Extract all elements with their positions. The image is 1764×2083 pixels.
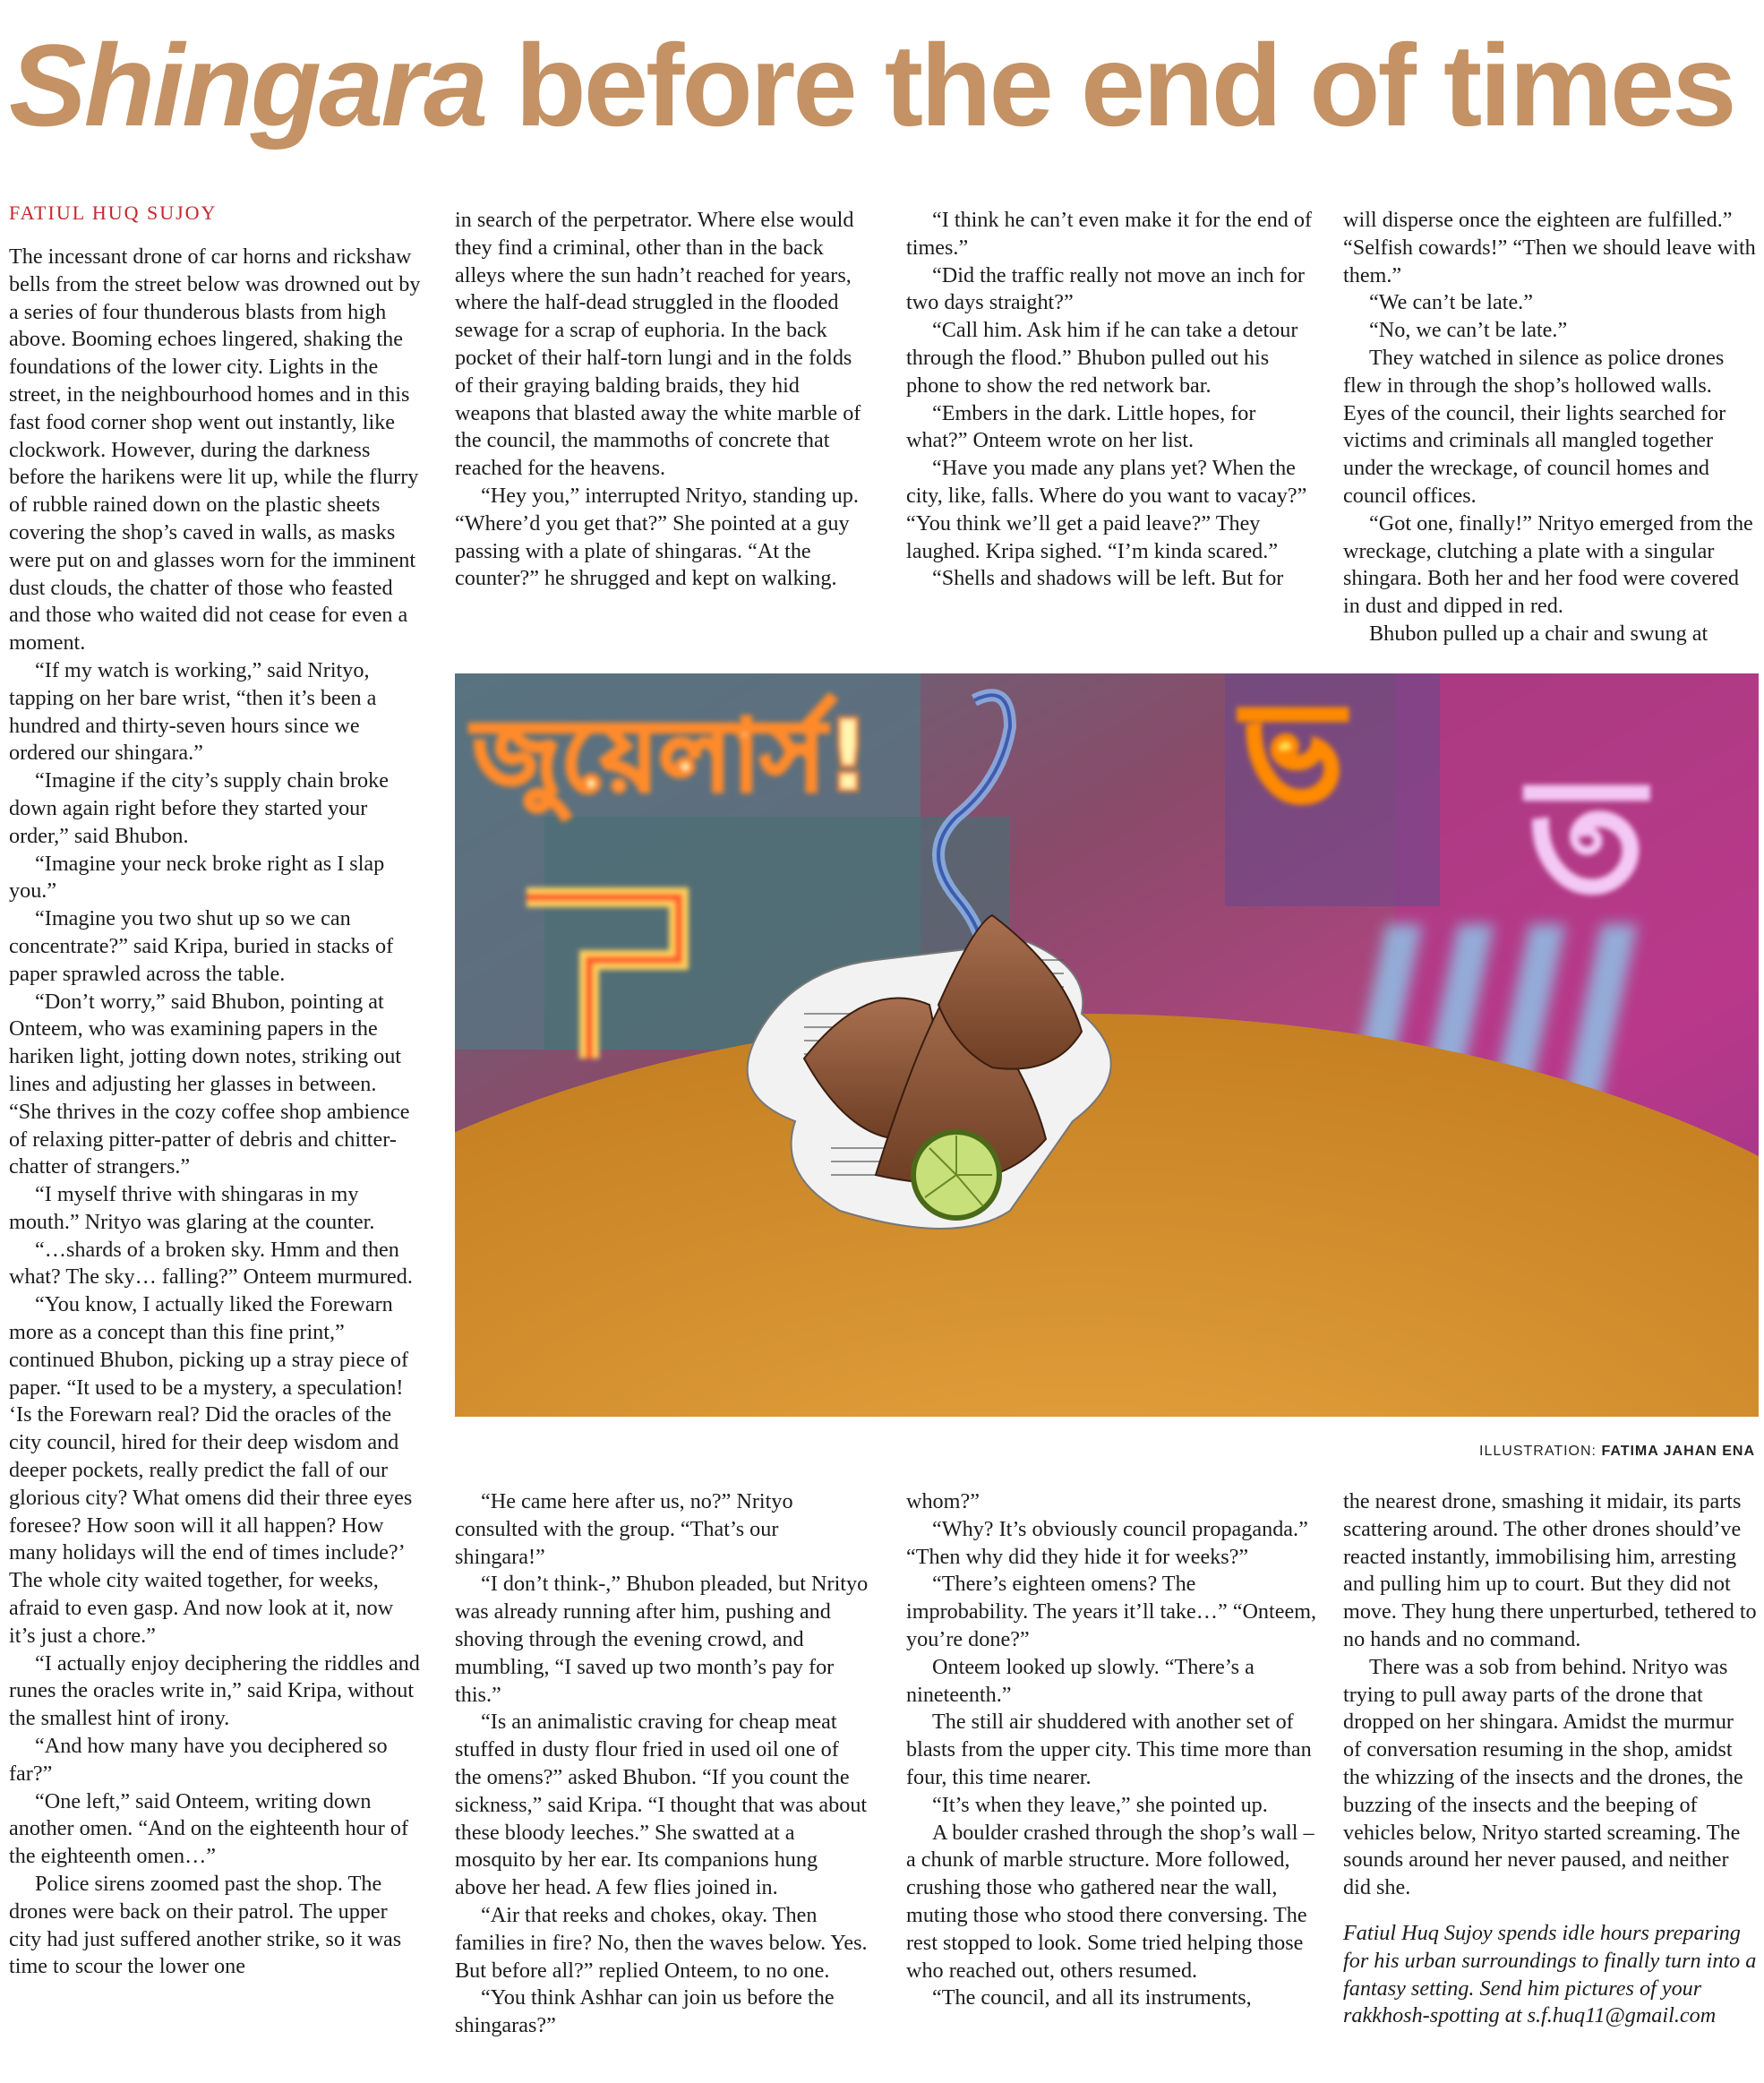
paragraph: Onteem looked up slowly. “There’s a nineteenth.” — [906, 1654, 1254, 1707]
headline-italic: Shingara — [9, 20, 486, 150]
credit-name: FATIMA JAHAN ENA — [1601, 1444, 1755, 1459]
paragraph: “Why? It’s obviously council propaganda.” “Then why did they hide it for weeks?” — [906, 1516, 1308, 1569]
paragraph: “It’s when they leave,” she pointed up. — [932, 1792, 1268, 1817]
paragraph: “You think Ashhar can join us before the shingaras?” — [455, 1985, 835, 2038]
article-column-4-bottom — [1343, 1488, 1757, 2030]
paragraph: Bhubon pulled up a chair and swung at — [1369, 621, 1708, 646]
neon-sign-bengali: জুয়েলার্স! — [473, 699, 871, 813]
byline: FATIUL HUQ SUJOY — [9, 201, 218, 224]
paragraph: the nearest drone, smashing it midair, its parts scattering around. The other drones should’ve reacted instantly, immobilising him, arresting and pulling him up to court. But they did not move. They hung there unperturbed, tethered to no hands and no command. — [1343, 1489, 1757, 1651]
paragraph: “Call him. Ask him if he can take a detour through the flood.” Bhubon pulled out his phone to show the red network bar. — [906, 318, 1298, 398]
paragraph: “Is an animalistic craving for cheap meat stuffed in dusty flour fried in used oil one of the omens?” asked Bhubon. “If you count the sickness,” said Kripa. “I thought that was about these bloody leeches.” She swatted at a mosquito by her ear. Its companions hung above her head. A few flies joined in. — [455, 1710, 868, 1900]
paragraph: There was a sob from behind. Nrityo was trying to pull away parts of the drone that dropped on her shingara. Amidst the murmur of conversation resuming in the shop, amidst the whizzing of the insects and the drones, the buzzing of the insects and the beeping of vehicles below, Nrityo started screaming. The sounds around her never paused, and neither did she. — [1343, 1654, 1743, 1900]
headline — [9, 18, 1734, 152]
paragraph: in search of the perpetrator. Where else would they find a criminal, other than in the back alleys where the sun hadn’t reached for years, where the half-dead struggled in the flooded sewage for a scrap of euphoria. In the back pocket of their half-torn lungi and in the folds of their graying balding braids, they hid weapons that blasted away the white marble of the council, the mammoths of concrete that reached for the heavens. — [455, 208, 861, 481]
paragraph: “I don’t think-,” Bhubon pleaded, but Nrityo was already running after him, pushing and shoving through the evening crowd, and mumbling, “I saved up two month’s pay for this.” — [455, 1572, 869, 1707]
article-column-3-top — [906, 207, 1320, 593]
paragraph: “I actually enjoy deciphering the riddles and runes the oracles write in,” said Kripa, without the smallest hint of irony. — [9, 1650, 420, 1731]
paragraph: “If my watch is working,” said Nrityo, tapping on her bare wrist, “then it’s been a hundred and thirty-seven hours since we ordered our shingara.” — [9, 657, 377, 766]
illustration-credit — [1479, 1444, 1755, 1460]
paragraph: “Shells and shadows will be left. But for — [932, 566, 1284, 591]
paragraph: They watched in silence as police drones flew in through the shop’s hollowed walls. Eyes of the council, their lights searched for victims and criminals all mangled together under the wreckage, of council homes and council offices. — [1343, 345, 1726, 508]
paragraph: The incessant drone of car horns and rickshaw bells from the street below was drowned out by a series of four thunderous blasts from high above. Booming echoes lingered, shaking the foundations of the lower city. Lights in the street, in the neighbourhood homes and in this fast food corner shop went out instantly, like clockwork. However, during the darkness before the harikens were lit up, while the flurry of rubble rained down on the plastic sheets covering the shop’s caved in walls, as masks were put on and glasses worn for the imminent dust clouds, the chatter of those who feasted and those who waited did not cease for even a moment. — [9, 244, 421, 656]
paragraph: “And how many have you deciphered so far?” — [9, 1734, 388, 1786]
paragraph: “Got one, finally!” Nrityo emerged from the wreckage, clutching a plate with a singular shingara. Both her and her food were covered in dust and dipped in red. — [1343, 510, 1753, 619]
paragraph: “Hey you,” interrupted Nrityo, standing up. “Where’d you get that?” She pointed at a guy passing with a plate of shingaras. “At the counter?” he shrugged and kept on walking. — [455, 483, 859, 591]
neon-sign-loop: ত — [1529, 748, 1644, 925]
paragraph: “Did the traffic really not move an inch for two days straight?” — [906, 262, 1305, 315]
article-column-4-top — [1343, 207, 1757, 648]
paragraph: A boulder crashed through the shop’s wall – a chunk of marble structure. More followed, crushing those who gathered near the wall, muting those who stood there conversing. The rest stopped to look. Some tried helping those who reached out, others resumed. — [906, 1820, 1314, 1983]
author-bio: Fatiul Huq Sujoy spends idle hours preparing for his urban surroundings to finally turn into a fantasy setting. Send him pictures of your rakkhosh-spotting at s.f.huq11@gmail.com — [1343, 1920, 1757, 2028]
paragraph: “…shards of a broken sky. Hmm and then what? The sky… falling?” Onteem murmured. — [9, 1237, 413, 1290]
paragraph: “Don’t worry,” said Bhubon, pointing at Onteem, who was examining papers in the hariken light, jotting down notes, striking out lines and adjusting her glasses in between. “She thrives in the cozy coffee shop ambience of relaxing pitter-patter of debris and chitter-chatter of strangers.” — [9, 989, 410, 1179]
paragraph: “We can’t be late.” — [1369, 290, 1533, 315]
paragraph: “Air that reeks and chokes, okay. Then families in fire? No, then the waves below. Yes. But before all?” replied Onteem, to no one. — [455, 1902, 868, 1983]
illustration — [455, 673, 1759, 1417]
credit-label: ILLUSTRATION: — [1479, 1444, 1597, 1459]
paragraph: “Embers in the dark. Little hopes, for what?” Onteem wrote on her list. — [906, 400, 1256, 453]
paragraph: “Imagine you two shut up so we can concentrate?” said Kripa, buried in stacks of paper sprawled across the table. — [9, 906, 394, 986]
paragraph: “You know, I actually liked the Forewarn more as a concept than this fine print,” continued Bhubon, picking up a stray piece of paper. “It used to be a mystery, a speculation! ‘Is the Forewarn real? Did the oracles of the city council, hired for their deep wisdom and deeper pockets, really predict the fall of our glorious city? What omens did their three eyes foresee? How soon will it all happen? How many holidays will the end of times include?’ The whole city waited together, for weeks, afraid to even gasp. And now look at it, now it’s just a chore.” — [9, 1292, 413, 1648]
paragraph: “No, we can’t be late.” — [1369, 318, 1568, 343]
paragraph: “I think he can’t even make it for the end of times.” — [906, 208, 1313, 260]
paragraph: The still air shuddered with another set of blasts from the upper city. This time more than four, this time nearer. — [906, 1710, 1312, 1789]
paragraph: “Imagine if the city’s supply chain broke down again right before they started your order,” said Bhubon. — [9, 768, 389, 848]
paragraph: “One left,” said Onteem, writing down another omen. “And on the eighteenth hour of the eighteenth omen…” — [9, 1788, 408, 1869]
paragraph: “I myself thrive with shingaras in my mouth.” Nrityo was glaring at the counter. — [9, 1182, 375, 1234]
article-column-3-bottom — [906, 1488, 1320, 2012]
headline-rest: before the end of times — [485, 20, 1734, 150]
paragraph: “Have you made any plans yet? When the city, like, falls. Where do you want to vacay?” “You think we’ll get a paid leave?” They laughed. Kripa sighed. “I’m kinda scared.” — [906, 456, 1307, 563]
article-column-2-bottom — [455, 1488, 869, 2040]
neon-sign-right: ভ — [1243, 675, 1343, 831]
paragraph: “There’s eighteen omens? The improbability. The years it’ll take…” “Onteem, you’re done?” — [906, 1572, 1317, 1651]
paragraph: “The council, and all its instruments, — [932, 1985, 1252, 2010]
paragraph: will disperse once the eighteen are fulfilled.” “Selfish cowards!” “Then we should leave with them.” — [1343, 208, 1756, 287]
samosa-illustration — [455, 673, 1759, 1417]
article-column-2-top — [455, 207, 869, 593]
paragraph: whom?” — [906, 1489, 980, 1513]
article-column-1 — [9, 244, 423, 1981]
paragraph: Police sirens zoomed past the shop. The drones were back on their patrol. The upper city had just suffered another strike, so it was time to scour the lower one — [9, 1872, 402, 1979]
paragraph: “Imagine your neck broke right as I slap you.” — [9, 851, 385, 904]
paragraph: “He came here after us, no?” Nrityo consulted with the group. “That’s our shingara!” — [455, 1489, 793, 1569]
